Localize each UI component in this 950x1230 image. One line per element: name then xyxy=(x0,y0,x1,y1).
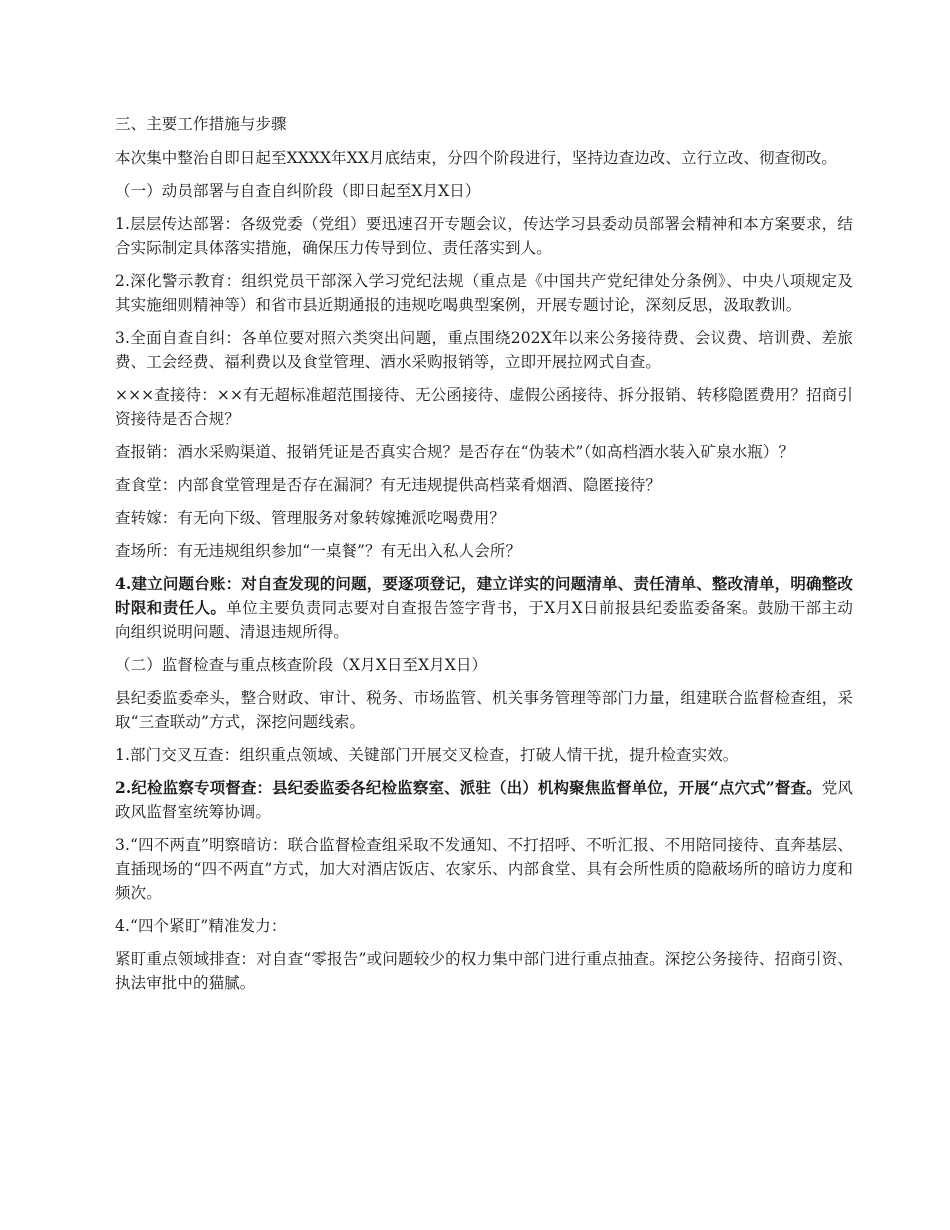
check-transfer: 查转嫁：有无向下级、管理服务对象转嫁摊派吃喝费用？ xyxy=(115,509,506,527)
check-canteen: 查食堂：内部食堂管理是否存在漏洞？有无违规提供高档菜肴烟酒、隐匿接待？ xyxy=(115,476,662,494)
phase2-item3: 3.“四不两直”明察暗访：联合监督检查组采取不发通知、不打招呼、不听汇报、不用陪同接待、直奔基层、直插现场的“四不两直”方式，加大对酒店饭店、农家乐、内部食堂、具有会所性质的隐蔽场所的暗访力度和频次。 xyxy=(115,836,853,902)
phase1-item3: 3.全面自查自纠：各单位要对照六类突出问题，重点围绕202X年以来公务接待费、会议费、培训费、差旅费、工会经费、福利费以及食堂管理、酒水采购报销等，立即开展拉网式自查。 xyxy=(115,329,853,371)
phase2-item1: 1.部门交叉互查：组织重点领域、关键部门开展交叉检查，打破人情干扰，提升检查实效。 xyxy=(115,746,739,764)
phase2-item2 xyxy=(115,776,853,824)
check-reimbursement: 查报销：酒水采购渠道、报销凭证是否真实合规？是否存在“伪装术”（如高档酒水装入矿泉水瓶）？ xyxy=(115,443,795,461)
document-page xyxy=(115,112,853,1004)
check-reception: ×××查接待：××有无超标准超范围接待、无公函接待、虚假公函接待、拆分报销、转移隐匿费用？招商引资接待是否合规？ xyxy=(115,386,853,428)
section-heading: 三、主要工作措施与步骤 xyxy=(115,115,287,133)
check-venue: 查场所：有无违规组织参加“一桌餐”？有无出入私人会所？ xyxy=(115,542,522,560)
phase2-item2-bold: 2.纪检监察专项督查：县纪委监委各纪检监察室、派驻（出）机构聚焦监督单位，开展“点穴式”督查。 xyxy=(115,778,822,797)
phase2-item2-rest: 党风政风监督室统筹协调。 xyxy=(115,779,853,821)
phase2-item4: 4.“四个紧盯”精准发力： xyxy=(115,917,287,935)
phase1-item1: 1.层层传达部署：各级党委（党组）要迅速召开专题会议，传达学习县委动员部署会精神和本方案要求，结合实际制定具体落实措施，确保压力传导到位、责任落实到人。 xyxy=(115,215,853,257)
phase1-item4 xyxy=(115,572,853,644)
phase1-item4-bold: 4.建立问题台账：对自查发现的问题，要逐项登记，建立详实的问题清单、责任清单、整改清单，明确整改时限和责任人。 xyxy=(115,574,853,617)
phase1-item2: 2.深化警示教育：组织党员干部深入学习党纪法规（重点是《中国共产党纪律处分条例》、中央八项规定及其实施细则精神等）和省市县近期通报的违规吃喝典型案例，开展专题讨论，深刻反思，汲取教训。 xyxy=(115,272,853,314)
phase1-title: （一）动员部署与自查自纠阶段（即日起至X月X日） xyxy=(115,182,481,200)
intro-paragraph: 本次集中整治自即日起至XXXX年XX月底结束，分四个阶段进行，坚持边查边改、立行立改、彻查彻改。 xyxy=(115,149,838,167)
phase2-intro: 县纪委监委牵头，整合财政、审计、税务、市场监管、机关事务管理等部门力量，组建联合监督检查组，采取“三查联动”方式，深挖问题线索。 xyxy=(115,689,853,731)
phase1-item4-rest: 单位主要负责同志要对自查报告签字背书，于X月X日前报县纪委监委备案。鼓励干部主动向组织说明问题、清退违规所得。 xyxy=(115,599,853,641)
phase2-item4-sub1: 紧盯重点领域排查：对自查“零报告”或问题较少的权力集中部门进行重点抽查。深挖公务接待、招商引资、执法审批中的猫腻。 xyxy=(115,950,853,992)
phase2-title: （二）监督检查与重点核查阶段（X月X日至X月X日） xyxy=(115,656,488,674)
